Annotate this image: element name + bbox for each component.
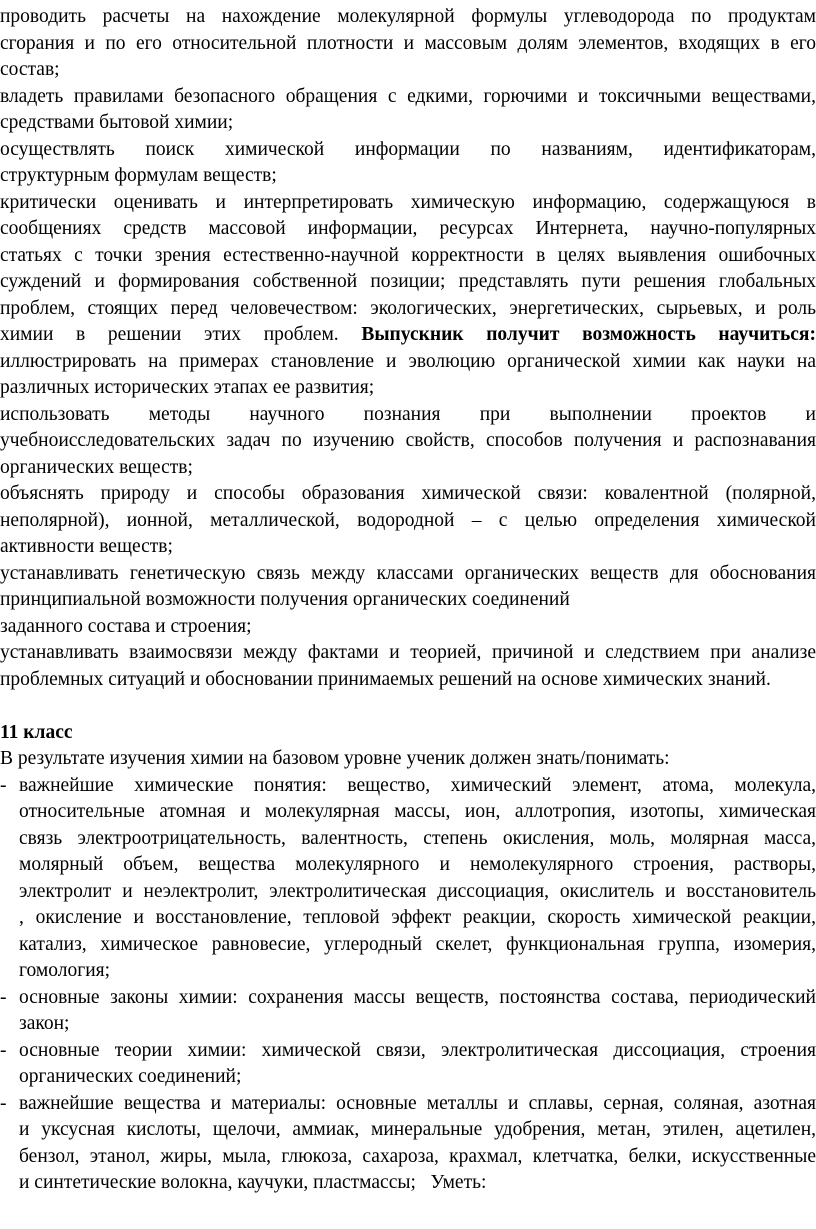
text-line: органических веществ;: [0, 457, 193, 478]
list-item-line: и синтетические волокна, каучуки, пластмассы; Уметь:: [19, 1172, 487, 1193]
list-dash: -: [0, 1093, 7, 1114]
text-line: иллюстрировать на примерах становление и эволюцию органической химии как науки на: [0, 351, 816, 372]
text-span: химии в решении этих проблем.: [0, 324, 362, 345]
text-line: заданного состава и строения;: [0, 616, 252, 637]
text-line: использовать методы научного познания при выполнении проектов и: [0, 404, 816, 425]
text-line: учебноисследовательских задач по изучению свойств, способов получения и распознавания: [0, 430, 816, 451]
text-line: владеть правилами безопасного обращения с едкими, горючими и токсичными веществами,: [0, 86, 816, 107]
text-line: состав;: [0, 59, 60, 80]
text-line: устанавливать генетическую связь между классами органических веществ для обоснования: [0, 563, 816, 584]
list-item-line: основные законы химии: сохранения массы веществ, постоянства состава, периодический: [19, 987, 816, 1008]
list-item-line: важнейшие вещества и материалы: основные металлы и сплавы, серная, соляная, азотная: [19, 1093, 816, 1114]
text-line: статьях с точки зрения естественно-научной корректности в целях выявления ошибочных: [0, 245, 816, 266]
text-line: устанавливать взаимосвязи между фактами и теорией, причиной и следствием при анализе: [0, 642, 816, 663]
list-item-line: относительные атомная и молекулярная массы, ион, аллотропия, изотопы, химическая: [19, 801, 816, 822]
text-line: осуществлять поиск химической информации по названиям, идентификаторам,: [0, 139, 816, 160]
list-item-line: закон;: [19, 1013, 70, 1034]
text-line: структурным формулам веществ;: [0, 165, 277, 186]
list-item-line: молярный объем, вещества молекулярного и немолекулярного строения, растворы,: [19, 854, 816, 875]
bold-heading-span: Выпускник получит возможность научиться:: [361, 324, 816, 345]
text-line: неполярной), ионной, металлической, водородной – с целью определения химической: [0, 510, 816, 531]
list-item-line: связь электроотрицательность, валентность, степень окисления, моль, молярная масса,: [19, 828, 816, 849]
text-line: сообщениях средств массовой информации, ресурсах Интернета, научно-популярных: [0, 218, 816, 239]
list-item-line: электролит и неэлектролит, электролитическая диссоциация, окислитель и восстановитель: [19, 881, 816, 902]
text-line: проблемных ситуаций и обосновании принимаемых решений на основе химических знаний.: [0, 669, 771, 690]
text-line: активности веществ;: [0, 536, 173, 557]
list-dash: -: [0, 987, 7, 1008]
text-line: средствами бытовой химии;: [0, 112, 234, 133]
text-line: принципиальной возможности получения органических соединений: [0, 589, 570, 610]
text-line: проводить расчеты на нахождение молекулярной формулы углеводорода по продуктам: [0, 6, 816, 27]
text-line: проблем, стоящих перед человечеством: экологических, энергетических, сырьевых, и роль: [0, 298, 816, 319]
section-heading: 11 класс: [0, 722, 73, 743]
list-item-line: гомология;: [19, 960, 111, 981]
text-line: объяснять природу и способы образования химической связи: ковалентной (полярной,: [0, 483, 816, 504]
text-line-mixed: [0, 322, 816, 348]
list-item-line: бензол, этанол, жиры, мыла, глюкоза, сахароза, крахмал, клетчатка, белки, искусственные: [19, 1146, 816, 1167]
list-item-line: органических соединений;: [19, 1066, 242, 1087]
text-line: критически оценивать и интерпретировать химическую информацию, содержащуюся в: [0, 192, 816, 213]
list-item-line: основные теории химии: химической связи, электролитическая диссоциация, строения: [19, 1040, 816, 1061]
list-item-line: важнейшие химические понятия: вещество, химический элемент, атома, молекула,: [19, 775, 816, 796]
text-line: суждений и формирования собственной позиции; представлять пути решения глобальных: [0, 271, 816, 292]
section-intro: В результате изучения химии на базовом уровне ученик должен знать/понимать:: [0, 748, 670, 769]
text-line: сгорания и по его относительной плотности и массовым долям элементов, входящих в его: [0, 33, 816, 54]
list-dash: -: [0, 1040, 7, 1061]
list-dash: -: [0, 775, 7, 796]
list-item-line: и уксусная кислоты, щелочи, аммиак, минеральные удобрения, метан, этилен, ацетилен,: [19, 1119, 816, 1140]
list-item-line: катализ, химическое равновесие, углеродный скелет, функциональная группа, изомерия,: [19, 934, 816, 955]
text-line: различных исторических этапах ее развития;: [0, 377, 375, 398]
list-item-line: , окисление и восстановление, тепловой эффект реакции, скорость химической реакции,: [19, 907, 816, 928]
